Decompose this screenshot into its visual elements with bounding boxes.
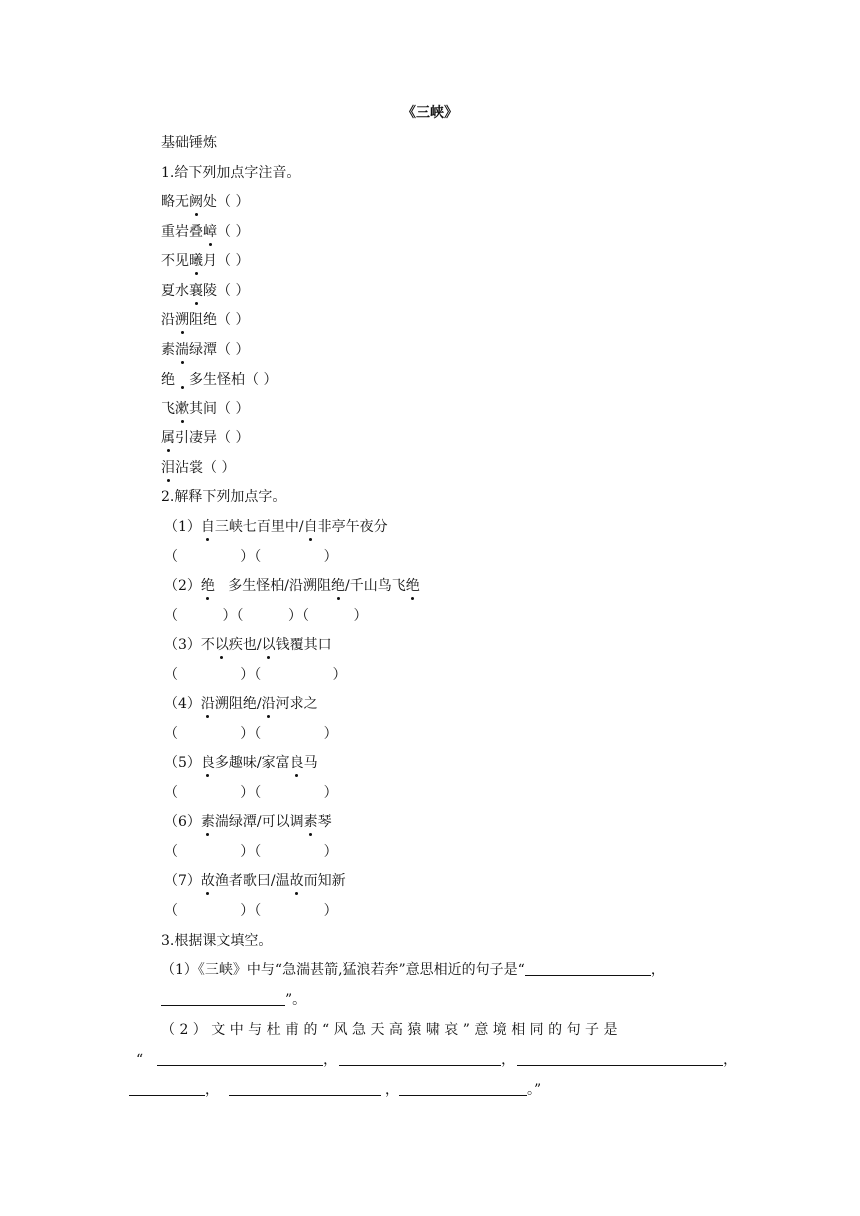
q2-heading: 2.解释下列加点字。 bbox=[161, 489, 287, 505]
answer-parentheses[interactable]: （ ）（ ） bbox=[164, 549, 338, 565]
item-text: 飞 bbox=[161, 401, 175, 417]
q2-item bbox=[164, 518, 388, 536]
item-text: 素 bbox=[161, 342, 175, 358]
q2-item bbox=[164, 872, 346, 890]
item-text: 马 bbox=[303, 755, 318, 771]
item-number: （5） bbox=[164, 755, 201, 771]
item-text: 沾裳（ ） bbox=[175, 460, 236, 476]
q1-item bbox=[161, 370, 277, 389]
comma: ， bbox=[501, 1052, 516, 1068]
item-text: （ ） bbox=[217, 224, 250, 240]
item-text: 钱覆其口 bbox=[275, 637, 332, 653]
answer-blank[interactable] bbox=[339, 1051, 501, 1066]
dotted-character: 沿 bbox=[261, 696, 276, 712]
item-text: 绝 bbox=[161, 372, 175, 388]
answer-blank[interactable] bbox=[525, 961, 651, 976]
dotted-character: 泪 bbox=[161, 460, 175, 476]
item-number: （4） bbox=[164, 696, 201, 712]
section-heading: 基础锤炼 bbox=[161, 135, 217, 151]
item-text: /千山鸟飞 bbox=[345, 578, 406, 594]
answer-parentheses[interactable]: （ ）（ ） bbox=[164, 726, 338, 742]
answer-parentheses[interactable]: （ ）（ ） bbox=[164, 844, 338, 860]
item-text: 渔者歌曰/温 bbox=[214, 873, 290, 889]
dotted-character: 故 bbox=[289, 873, 304, 889]
item-number: （7） bbox=[164, 873, 201, 889]
item-text: 引凄异（ ） bbox=[175, 430, 250, 446]
dotted-character: 以 bbox=[214, 637, 229, 653]
item-text: 月（ ） bbox=[203, 253, 250, 269]
q3-item-2-open: “ bbox=[136, 1052, 144, 1068]
item-number: （3） bbox=[164, 637, 201, 653]
item-number: （6） bbox=[164, 814, 201, 830]
item-text: 不 bbox=[200, 637, 215, 653]
dotted-character: 良 bbox=[200, 755, 215, 771]
comma: ， bbox=[385, 1082, 399, 1098]
q1-item bbox=[161, 223, 249, 241]
dotted-character: 素 bbox=[303, 814, 318, 830]
q3-item-1-comma: ， bbox=[650, 962, 665, 978]
q1-item bbox=[161, 400, 249, 418]
dotted-character: 属 bbox=[161, 430, 175, 446]
q3-item-2-line3 bbox=[129, 1081, 541, 1099]
item-text: 阻绝（ ） bbox=[189, 312, 250, 328]
dotted-character: 故 bbox=[200, 873, 215, 889]
q3-item-1-text: （1）《三峡》中与“急湍甚箭,猛浪若奔”意思相近的句子是“ bbox=[161, 962, 525, 978]
answer-parentheses[interactable]: （ ）（ ）（ ） bbox=[164, 608, 368, 624]
q1-item bbox=[161, 193, 249, 211]
answer-blank[interactable] bbox=[161, 991, 285, 1006]
q2-item bbox=[164, 577, 420, 595]
q3-heading: 3.根据课文填空。 bbox=[161, 933, 273, 949]
answer-blank[interactable] bbox=[129, 1081, 205, 1096]
dotted-character: 湍 bbox=[175, 342, 189, 358]
q2-item bbox=[164, 695, 318, 713]
q3-item-2-line2 bbox=[136, 1051, 737, 1069]
item-text: 沿 bbox=[161, 312, 175, 328]
q3-item-2-line1: （ 2 ） 文 中 与 杜 甫 的 “ 风 急 天 高 猿 啸 哀 ” 意 境 相 同 的 句 子 是 bbox=[161, 1022, 618, 1038]
q1-item bbox=[161, 282, 249, 300]
answer-blank[interactable] bbox=[399, 1081, 527, 1096]
dotted-character: 良 bbox=[289, 755, 304, 771]
emphasis-dot bbox=[175, 370, 189, 384]
q3-item-2-end: 。” bbox=[527, 1082, 542, 1098]
item-number: （2） bbox=[164, 578, 201, 594]
item-text: 不见 bbox=[161, 253, 189, 269]
item-text: 陵（ ） bbox=[203, 283, 250, 299]
q3-item-1-end: ”。 bbox=[285, 992, 307, 1008]
answer-parentheses[interactable]: （ ）（ ） bbox=[164, 785, 338, 801]
dotted-character: 绝 bbox=[331, 578, 345, 594]
q3-item-1-line2 bbox=[161, 991, 306, 1009]
answer-parentheses[interactable]: （ ）（ ） bbox=[164, 667, 347, 683]
dotted-character: 阙 bbox=[189, 194, 203, 210]
q1-heading: 1.给下列加点字注音。 bbox=[161, 165, 301, 181]
answer-blank[interactable] bbox=[157, 1051, 323, 1066]
item-text: 溯阻绝/ bbox=[214, 696, 262, 712]
item-text: 多趣味/家富 bbox=[214, 755, 290, 771]
answer-blank[interactable] bbox=[229, 1081, 381, 1096]
q3-item-1-line1 bbox=[161, 961, 665, 979]
dotted-character: 以 bbox=[261, 637, 276, 653]
q1-item bbox=[161, 311, 249, 329]
dotted-character: 襄 bbox=[189, 283, 203, 299]
q1-item bbox=[161, 252, 249, 270]
item-text: 非亭午夜分 bbox=[317, 519, 388, 535]
item-text: 略无 bbox=[161, 194, 189, 210]
dotted-character: 沿 bbox=[200, 696, 215, 712]
dotted-character: 自 bbox=[303, 519, 318, 535]
dotted-character: 嶂 bbox=[203, 224, 217, 240]
item-text: 多生怪柏（ ） bbox=[189, 372, 278, 388]
q1-item bbox=[161, 341, 249, 359]
comma: ， bbox=[323, 1052, 338, 1068]
item-text: 多生怪柏/沿溯阻 bbox=[214, 578, 331, 594]
item-text: 琴 bbox=[317, 814, 332, 830]
dotted-character: 素 bbox=[200, 814, 215, 830]
q2-item bbox=[164, 636, 332, 654]
comma: ， bbox=[205, 1082, 219, 1098]
item-number: （1） bbox=[164, 519, 201, 535]
item-text: 绿潭（ ） bbox=[189, 342, 250, 358]
answer-parentheses[interactable]: （ ）（ ） bbox=[164, 903, 338, 919]
dotted-character: 绝 bbox=[200, 578, 215, 594]
item-text: 而知新 bbox=[303, 873, 346, 889]
item-text: 其间（ ） bbox=[189, 401, 250, 417]
item-text: 湍绿潭/可以调 bbox=[214, 814, 304, 830]
q2-item bbox=[164, 754, 318, 772]
item-text: 夏水 bbox=[161, 283, 189, 299]
document-title: 《三峡》 bbox=[402, 105, 458, 121]
item-text: 河求之 bbox=[275, 696, 318, 712]
answer-blank[interactable] bbox=[517, 1051, 723, 1066]
item-text: 重岩叠 bbox=[161, 224, 203, 240]
dotted-character: 曦 bbox=[189, 253, 203, 269]
item-text: 处（ ） bbox=[203, 194, 250, 210]
comma: ， bbox=[723, 1052, 738, 1068]
q2-item bbox=[164, 813, 332, 831]
item-text: 三峡七百里中/ bbox=[214, 519, 304, 535]
dotted-character: 溯 bbox=[175, 312, 189, 328]
dotted-character: 绝 bbox=[405, 578, 420, 594]
q1-item bbox=[161, 459, 235, 477]
item-text: 疾也/ bbox=[228, 637, 262, 653]
dotted-character: 漱 bbox=[175, 401, 189, 417]
q1-item bbox=[161, 429, 249, 447]
dotted-character: 自 bbox=[200, 519, 215, 535]
